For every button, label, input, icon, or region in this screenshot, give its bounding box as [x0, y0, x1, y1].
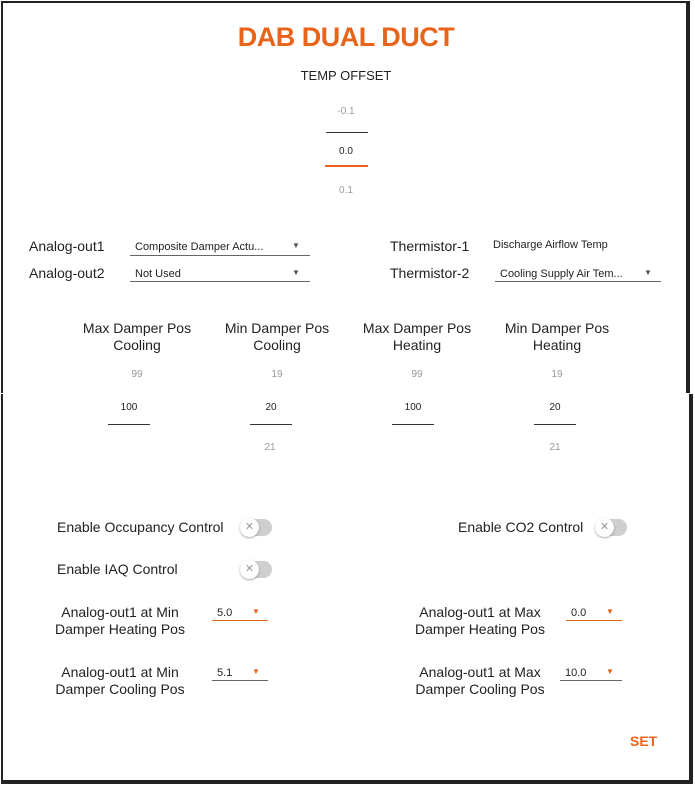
min-damper-cooling-selected[interactable]: 20 — [265, 402, 277, 413]
heading-line: Max Damper Pos — [362, 320, 472, 336]
label-line: Damper Heating Pos — [415, 621, 545, 637]
min-heating-value: 5.0 — [217, 607, 233, 619]
max-damper-heating-heading — [347, 320, 487, 354]
label-line: Analog-out1 at Max — [419, 664, 541, 680]
analog-out2-value: Not Used — [135, 268, 181, 280]
picker-divider — [250, 424, 292, 425]
min-damper-cooling-next[interactable]: 21 — [264, 442, 276, 453]
x-icon: ✕ — [240, 518, 259, 537]
max-heating-dropdown[interactable] — [566, 604, 622, 621]
chevron-down-icon: ▼ — [252, 607, 260, 616]
max-cooling-value: 10.0 — [565, 667, 587, 679]
co2-control-toggle[interactable] — [595, 519, 627, 536]
analog-out1-value: Composite Damper Actu... — [135, 241, 264, 253]
thermistor2-dropdown[interactable] — [495, 265, 661, 282]
label-line: Analog-out1 at Min — [61, 664, 179, 680]
max-cooling-dropdown[interactable] — [560, 664, 622, 681]
heading-line: Cooling — [253, 337, 301, 353]
label-line: Damper Cooling Pos — [55, 681, 185, 697]
iaq-control-toggle[interactable] — [240, 561, 272, 578]
min-damper-heating-next[interactable]: 21 — [549, 442, 561, 453]
picker-divider — [108, 424, 150, 425]
analog-out1-dropdown[interactable] — [130, 238, 310, 256]
min-damper-heating-selected[interactable]: 20 — [549, 402, 561, 413]
max-damper-heating-selected[interactable]: 100 — [404, 402, 422, 413]
chevron-down-icon: ▼ — [252, 667, 260, 676]
thermistor1-value: Discharge Airflow Temp — [493, 239, 608, 251]
max-damper-cooling-selected[interactable]: 100 — [120, 402, 138, 413]
chevron-down-icon: ▼ — [606, 607, 614, 616]
chevron-down-icon: ▼ — [606, 667, 614, 676]
min-damper-heating-prev[interactable]: 19 — [551, 369, 563, 380]
temp-offset-prev[interactable]: -0.1 — [337, 106, 355, 117]
heading-line: Min Damper Pos — [504, 320, 610, 336]
thermistor1-label: Thermistor-1 — [390, 238, 470, 254]
occupancy-control-label: Enable Occupancy Control — [57, 519, 224, 535]
x-icon: ✕ — [595, 518, 614, 537]
temp-offset-next[interactable]: 0.1 — [339, 185, 353, 196]
max-cooling-label — [406, 664, 554, 698]
heading-line: Max Damper Pos — [82, 320, 192, 336]
picker-divider — [392, 424, 434, 425]
label-line: Damper Heating Pos — [55, 621, 185, 637]
min-cooling-label — [50, 664, 190, 698]
max-damper-cooling-heading — [67, 320, 207, 354]
heading-line: Heating — [392, 337, 442, 353]
label-line: Analog-out1 at Max — [419, 604, 541, 620]
min-damper-cooling-heading — [207, 320, 347, 354]
co2-control-label: Enable CO2 Control — [458, 519, 584, 535]
max-heating-label — [406, 604, 554, 638]
min-damper-cooling-prev[interactable]: 19 — [271, 369, 283, 380]
analog-out2-label: Analog-out2 — [29, 265, 105, 281]
thermistor2-value: Cooling Supply Air Tem... — [500, 268, 623, 280]
heading-line: Min Damper Pos — [224, 320, 330, 336]
heading-line: Heating — [532, 337, 582, 353]
temp-offset-selected[interactable]: 0.0 — [339, 146, 353, 157]
chevron-down-icon: ▼ — [644, 268, 652, 277]
temp-offset-label: TEMP OFFSET — [300, 68, 392, 83]
min-cooling-dropdown[interactable] — [212, 664, 268, 681]
analog-out1-label: Analog-out1 — [29, 238, 105, 254]
picker-divider — [534, 424, 576, 425]
thermistor2-label: Thermistor-2 — [390, 265, 470, 281]
label-line: Analog-out1 at Min — [61, 604, 179, 620]
page-title: DAB DUAL DUCT — [237, 22, 455, 52]
heading-line: Cooling — [113, 337, 161, 353]
min-heating-label — [50, 604, 190, 638]
x-icon: ✕ — [240, 560, 259, 579]
occupancy-control-toggle[interactable] — [240, 519, 272, 536]
min-cooling-value: 5.1 — [217, 667, 233, 679]
iaq-control-label: Enable IAQ Control — [57, 561, 178, 577]
bottom-panel-frame — [1, 394, 693, 784]
label-line: Damper Cooling Pos — [415, 681, 545, 697]
min-heating-dropdown[interactable] — [212, 604, 268, 621]
min-damper-heating-heading — [487, 320, 627, 354]
set-button[interactable]: SET — [630, 733, 658, 749]
picker-divider — [326, 132, 368, 133]
chevron-down-icon: ▼ — [292, 241, 300, 250]
max-heating-value: 0.0 — [571, 607, 587, 619]
picker-selection-line — [325, 165, 368, 167]
chevron-down-icon: ▼ — [292, 268, 300, 277]
analog-out2-dropdown[interactable] — [130, 265, 310, 282]
max-damper-cooling-prev[interactable]: 99 — [131, 369, 143, 380]
max-damper-heating-prev[interactable]: 99 — [411, 369, 423, 380]
